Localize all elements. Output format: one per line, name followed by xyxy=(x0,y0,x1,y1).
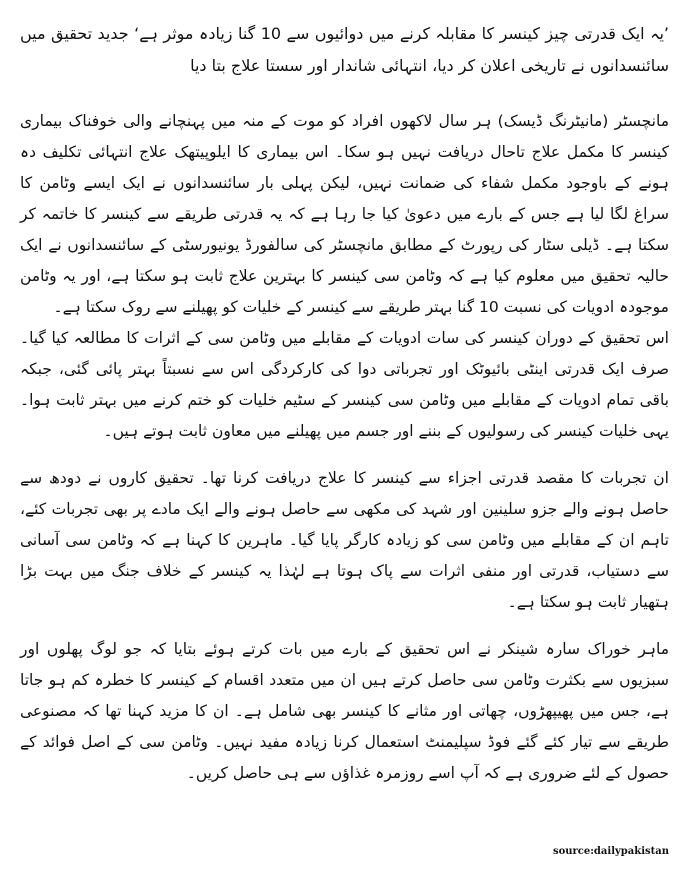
source-credit: source:dailypakistan xyxy=(552,846,669,857)
article-paragraph-1: مانچسٹر (مانیٹرنگ ڈیسک) ہر سال لاکھوں افراد کو موت کے منہ میں پہنچانے والی خوفناک بیماری کینسر کا مکمل علاج تاحال دریافت نہیں ہو سکا۔ اس بیماری کا ایلوپیتھک علاج انتہائی تکلیف دہ ہونے کے باوجود مکمل شفاء کی ضمانت نہیں، لیکن پہلی بار سائنسدانوں نے ایک ایسے وٹامن کا سراغ لگا لیا ہے جس کے بارے میں دعویٰ کیا جا رہا ہے کہ یہ قدرتی طریقے سے کینسر کا خاتمہ کر سکتا ہے۔ ڈیلی سٹار کی رپورٹ کے مطابق مانچسٹر کی سالفورڈ یونیورسٹی کے سائنسدانوں نے ایک حالیہ تحقیق میں معلوم کیا ہے کہ وٹامن سی کینسر کا بہترین علاج ثابت ہو سکتا ہے، اور یہ وٹامن موجودہ ادویات کی نسبت 10 گنا بہتر طریقے سے کینسر کے خلیات کو پھیلنے سے روک سکتا ہے۔ xyxy=(20,112,669,316)
article-paragraph-3: ان تجربات کا مقصد قدرتی اجزاء سے کینسر کا علاج دریافت کرنا تھا۔ تحقیق کاروں نے دودھ سے حاصل ہونے والے جزو سلینین اور شہد کی مکھی سے حاصل ہونے والے ایک مادے پر بھی تجربات کئے، تاہم ان کے مقابلے میں وٹامن سی کو زیادہ کارگر پایا گیا۔ ماہرین کا کہنا ہے کہ وٹامن سی آسانی سے دستیاب، قدرتی اور منفی اثرات سے پاک ہوتا ہے لہٰذا یہ کینسر کے خلاف جنگ میں بہت بڑا ہتھیار ثابت ہو سکتا ہے۔ xyxy=(20,469,669,611)
article-title: ’یہ ایک قدرتی چیز کینسر کا مقابلہ کرنے میں دوائیوں سے 10 گنا زیادہ موثر ہے‘ جدید تحقیق میں سائنسدانوں نے تاریخی اعلان کر دیا، انتہائی شاندار اور سستا علاج بتا دیا xyxy=(20,24,669,75)
article-paragraph-2: اس تحقیق کے دوران کینسر کی سات ادویات کے مقابلے میں وٹامن سی کے اثرات کا مطالعہ کیا گیا۔ صرف ایک قدرتی اینٹی بائیوٹک اور تجرباتی دوا کی کارکردگی اس سے نسبتاً بہتر پائی گئی، جبکہ باقی تمام ادویات کے مقابلے میں وٹامن سی کینسر کے سٹیم خلیات کو ختم کرنے میں بہتر ثابت ہوا۔ یہی خلیات کینسر کی رسولیوں کے بننے اور جسم میں پھیلنے میں معاون ثابت ہوتے ہیں۔ xyxy=(20,329,669,440)
article-paragraph-4: ماہر خوراک سارہ شینکر نے اس تحقیق کے بارے میں بات کرتے ہوئے بتایا کہ جو لوگ پھلوں اور سبزیوں سے بکثرت وٹامن سی حاصل کرتے ہیں ان میں متعدد اقسام کے کینسر کا خطرہ کم ہو جاتا ہے، جس میں پھیپھڑوں، چھاتی اور مثانے کا کینسر بھی شامل ہے۔ ان کا مزید کہنا تھا کہ مصنوعی طریقے سے تیار کئے گئے فوڈ سپلیمنٹ استعمال کرنا زیادہ مفید نہیں۔ وٹامن سی کے اصل فوائد کے حصول کے لئے ضروری ہے کہ آپ اسے روزمرہ غذاؤں سے ہی حاصل کریں۔ xyxy=(20,640,669,782)
